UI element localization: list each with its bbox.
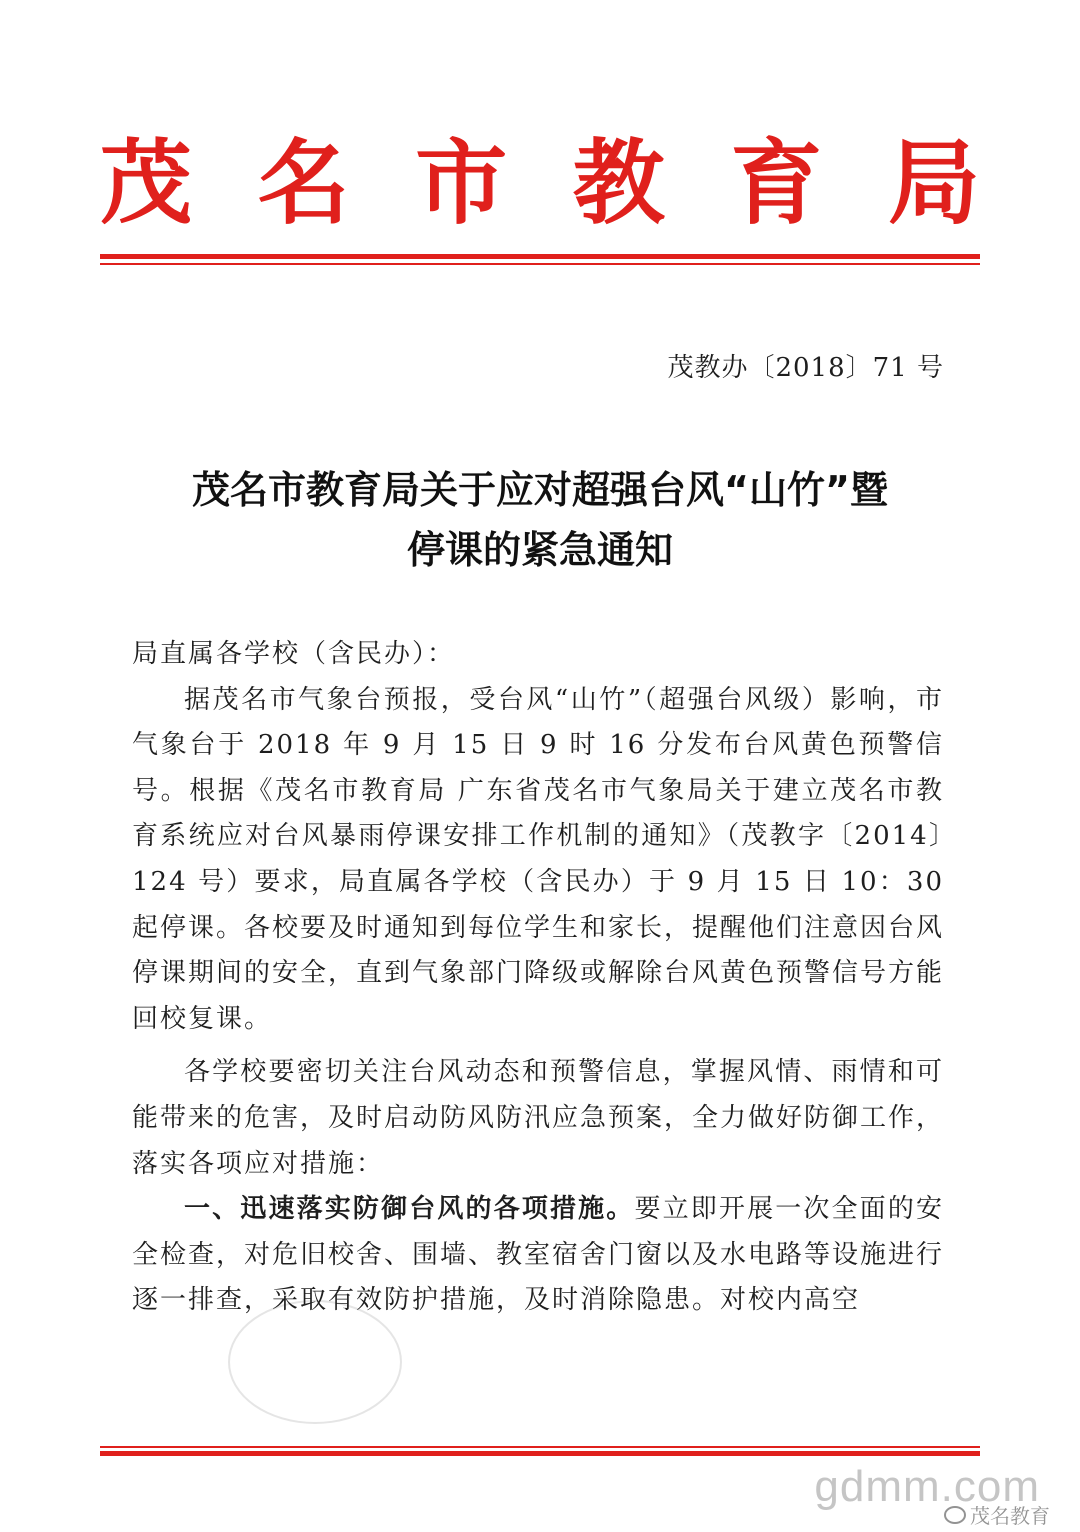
letterhead-char: 教 bbox=[572, 129, 665, 237]
document-number: 茂教办〔2018〕71 号 bbox=[667, 353, 944, 383]
document-title-line-2: 停课的紧急通知 bbox=[406, 528, 673, 572]
site-watermark: gdmm.com bbox=[814, 1462, 1040, 1511]
letterhead-char: 茂 bbox=[100, 129, 193, 237]
letterhead-agency-name bbox=[100, 128, 980, 238]
letterhead-char: 名 bbox=[257, 129, 350, 237]
document-title-line-1: 茂名市教育局关于应对超强台风“山竹”暨 bbox=[192, 468, 888, 512]
wechat-account-tag bbox=[944, 1500, 1050, 1529]
document-body bbox=[132, 632, 944, 1324]
wechat-icon bbox=[944, 1506, 966, 1524]
paragraph-3-text: 要立即开展一次全面的安全检查，对危旧校舍、围墙、教室宿舍门窗以及水电路等设施进行逐一排查，采取有效防护措施，及时消除隐患。对校内高空 bbox=[132, 1194, 945, 1316]
wechat-account-name: 茂名教育 bbox=[970, 1504, 1050, 1528]
footer-rule-thin bbox=[100, 1446, 980, 1448]
paragraph-1: 据茂名市气象台预报，受台风“山竹”（超强台风级）影响，市气象台于 2018 年 9 月 15 日 9 时 16 分发布台风黄色预警信号。根据《茂名市教育局 广东省茂名市气象局关于建立茂名市教育系统应对台风暴雨停课安排工作机制的通知》（茂教字〔2014〕124 号）要求，局直属各学校（含民办）于 9 月 15 日 10：30 起停课。各校要及时通知到每位学生和家长，提醒他们注意因台风停课期间的安全，直到气象部门降级或解除台风黄色预警信号方能回校复课。 bbox=[132, 684, 945, 1034]
letterhead-rule-thick bbox=[100, 254, 980, 259]
paragraph-2: 各学校要密切关注台风动态和预警信息，掌握风情、雨情和可能带来的危害，及时启动防风防汛应急预案，全力做好防御工作，落实各项应对措施： bbox=[132, 1057, 945, 1179]
salutation: 局直属各学校（含民办）： bbox=[132, 639, 456, 669]
document-title bbox=[100, 460, 980, 580]
letterhead-rule-thin bbox=[100, 263, 980, 265]
paragraph-3 bbox=[132, 1187, 944, 1324]
letterhead-char: 市 bbox=[415, 129, 508, 237]
letterhead-char: 局 bbox=[887, 129, 980, 237]
section-heading-1: 一、迅速落实防御台风的各项措施。 bbox=[184, 1194, 635, 1225]
letterhead-char: 育 bbox=[730, 129, 823, 237]
footer-rule-thick bbox=[100, 1451, 980, 1456]
